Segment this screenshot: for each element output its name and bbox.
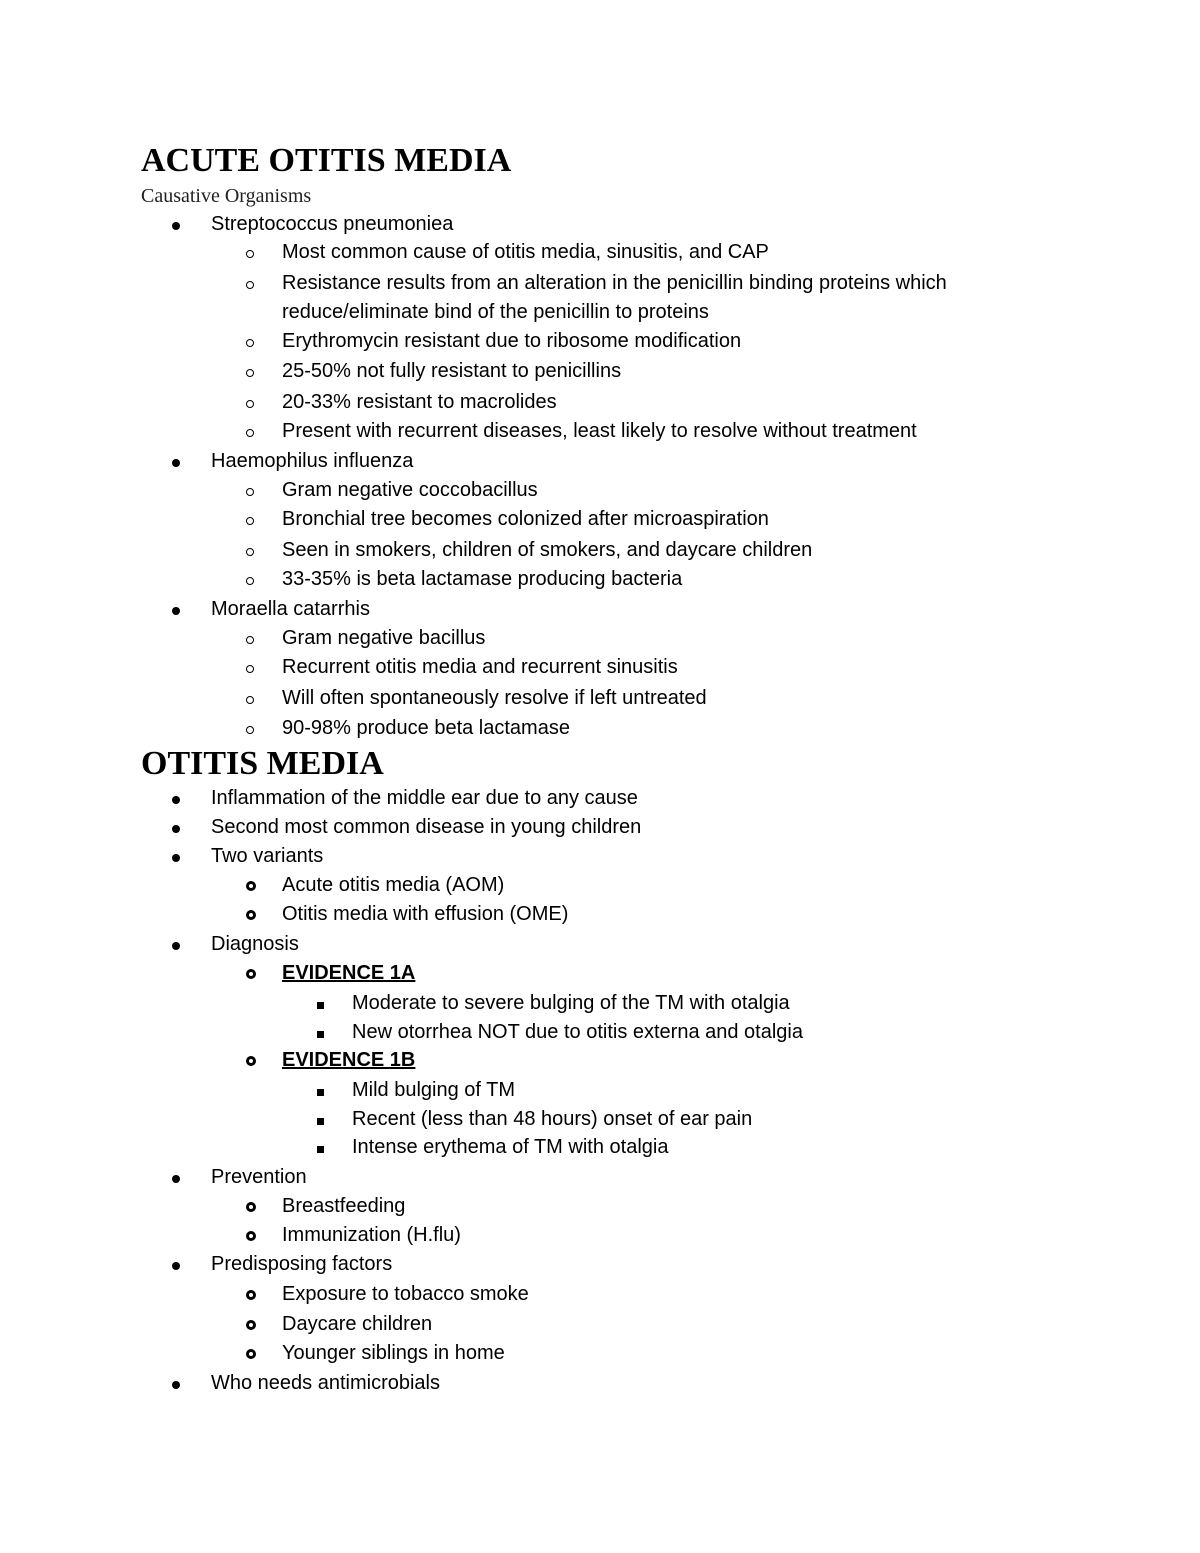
list-item: Haemophilus influenza bbox=[211, 450, 414, 472]
list-item: Who needs antimicrobials bbox=[211, 1372, 440, 1394]
list-item: Prevention bbox=[211, 1166, 307, 1188]
list-subitem: Bronchial tree becomes colonized after microaspiration bbox=[282, 508, 769, 530]
list-subitem-continuation: reduce/eliminate bind of the penicillin to proteins bbox=[282, 301, 709, 323]
list-subitem: Resistance results from an alteration in the penicillin binding proteins which bbox=[282, 272, 947, 294]
list-subitem: Younger siblings in home bbox=[282, 1342, 505, 1364]
bullet-ring-icon bbox=[246, 537, 254, 563]
list-subitem: Exposure to tobacco smoke bbox=[282, 1283, 529, 1305]
bullet-square-icon bbox=[317, 1019, 324, 1045]
evidence-heading: EVIDENCE 1B bbox=[282, 1049, 416, 1071]
bullet-disc-icon bbox=[172, 931, 180, 957]
bullet-ring-icon bbox=[246, 901, 256, 927]
list-item: Inflammation of the middle ear due to any cause bbox=[211, 787, 638, 809]
list-subitem: Will often spontaneously resolve if left untreated bbox=[282, 687, 707, 709]
section-title-acute-otitis-media: ACUTE OTITIS MEDIA bbox=[141, 142, 512, 179]
bullet-ring-icon bbox=[246, 1193, 256, 1219]
bullet-ring-icon bbox=[246, 654, 254, 680]
bullet-disc-icon bbox=[172, 843, 180, 869]
list-subitem: Otitis media with effusion (OME) bbox=[282, 903, 569, 925]
bullet-disc-icon bbox=[172, 448, 180, 474]
list-subitem: Breastfeeding bbox=[282, 1195, 406, 1217]
bullet-ring-icon bbox=[246, 685, 254, 711]
bullet-ring-icon bbox=[246, 872, 256, 898]
list-subitem: Erythromycin resistant due to ribosome modification bbox=[282, 330, 742, 352]
list-item: Streptococcus pneumoniea bbox=[211, 213, 454, 235]
bullet-disc-icon bbox=[172, 211, 180, 237]
list-item: Predisposing factors bbox=[211, 1253, 393, 1275]
bullet-disc-icon bbox=[172, 1164, 180, 1190]
bullet-ring-icon bbox=[246, 506, 254, 532]
bullet-disc-icon bbox=[172, 1370, 180, 1396]
bullet-square-icon bbox=[317, 1106, 324, 1132]
list-subitem: Most common cause of otitis media, sinusitis, and CAP bbox=[282, 241, 769, 263]
bullet-ring-icon bbox=[246, 389, 254, 415]
list-subitem: 90-98% produce beta lactamase bbox=[282, 717, 570, 739]
bullet-square-icon bbox=[317, 990, 324, 1016]
evidence-heading: EVIDENCE 1A bbox=[282, 962, 416, 984]
bullet-disc-icon bbox=[172, 1251, 180, 1277]
list-item: Two variants bbox=[211, 845, 324, 867]
bullet-ring-icon bbox=[246, 477, 254, 503]
list-subsubitem: Moderate to severe bulging of the TM with otalgia bbox=[352, 992, 790, 1014]
section-subtitle: Causative Organisms bbox=[141, 185, 312, 207]
bullet-ring-icon bbox=[246, 239, 254, 265]
bullet-ring-icon bbox=[246, 1222, 256, 1248]
list-subitem: Gram negative bacillus bbox=[282, 627, 486, 649]
bullet-ring-icon bbox=[246, 1047, 256, 1073]
bullet-ring-icon bbox=[246, 1311, 256, 1337]
list-subitem: Present with recurrent diseases, least likely to resolve without treatment bbox=[282, 420, 917, 442]
list-subsubitem: Mild bulging of TM bbox=[352, 1079, 516, 1101]
list-subitem: Daycare children bbox=[282, 1313, 433, 1335]
list-subitem: Acute otitis media (AOM) bbox=[282, 874, 505, 896]
bullet-ring-icon bbox=[246, 715, 254, 741]
bullet-ring-icon bbox=[246, 358, 254, 384]
bullet-ring-icon bbox=[246, 566, 254, 592]
list-item: Second most common disease in young children bbox=[211, 816, 642, 838]
list-subitem: 33-35% is beta lactamase producing bacteria bbox=[282, 568, 683, 590]
bullet-ring-icon bbox=[246, 328, 254, 354]
list-subsubitem: New otorrhea NOT due to otitis externa and otalgia bbox=[352, 1021, 803, 1043]
list-subitem: Immunization (H.flu) bbox=[282, 1224, 461, 1246]
list-subitem: Gram negative coccobacillus bbox=[282, 479, 538, 501]
bullet-ring-icon bbox=[246, 418, 254, 444]
list-subitem: Seen in smokers, children of smokers, and daycare children bbox=[282, 539, 813, 561]
list-item: Moraella catarrhis bbox=[211, 598, 370, 620]
bullet-ring-icon bbox=[246, 1281, 256, 1307]
list-subitem: Recurrent otitis media and recurrent sinusitis bbox=[282, 656, 678, 678]
bullet-disc-icon bbox=[172, 596, 180, 622]
list-subsubitem: Intense erythema of TM with otalgia bbox=[352, 1136, 669, 1158]
list-subitem: 20-33% resistant to macrolides bbox=[282, 391, 557, 413]
bullet-disc-icon bbox=[172, 814, 180, 840]
bullet-square-icon bbox=[317, 1077, 324, 1103]
bullet-ring-icon bbox=[246, 1340, 256, 1366]
bullet-ring-icon bbox=[246, 960, 256, 986]
bullet-square-icon bbox=[317, 1134, 324, 1160]
bullet-disc-icon bbox=[172, 785, 180, 811]
list-item: Diagnosis bbox=[211, 933, 299, 955]
list-subsubitem: Recent (less than 48 hours) onset of ear pain bbox=[352, 1108, 753, 1130]
list-subitem: 25-50% not fully resistant to penicillins bbox=[282, 360, 622, 382]
bullet-ring-icon bbox=[246, 270, 254, 296]
section-title-otitis-media: OTITIS MEDIA bbox=[141, 745, 384, 782]
bullet-ring-icon bbox=[246, 625, 254, 651]
